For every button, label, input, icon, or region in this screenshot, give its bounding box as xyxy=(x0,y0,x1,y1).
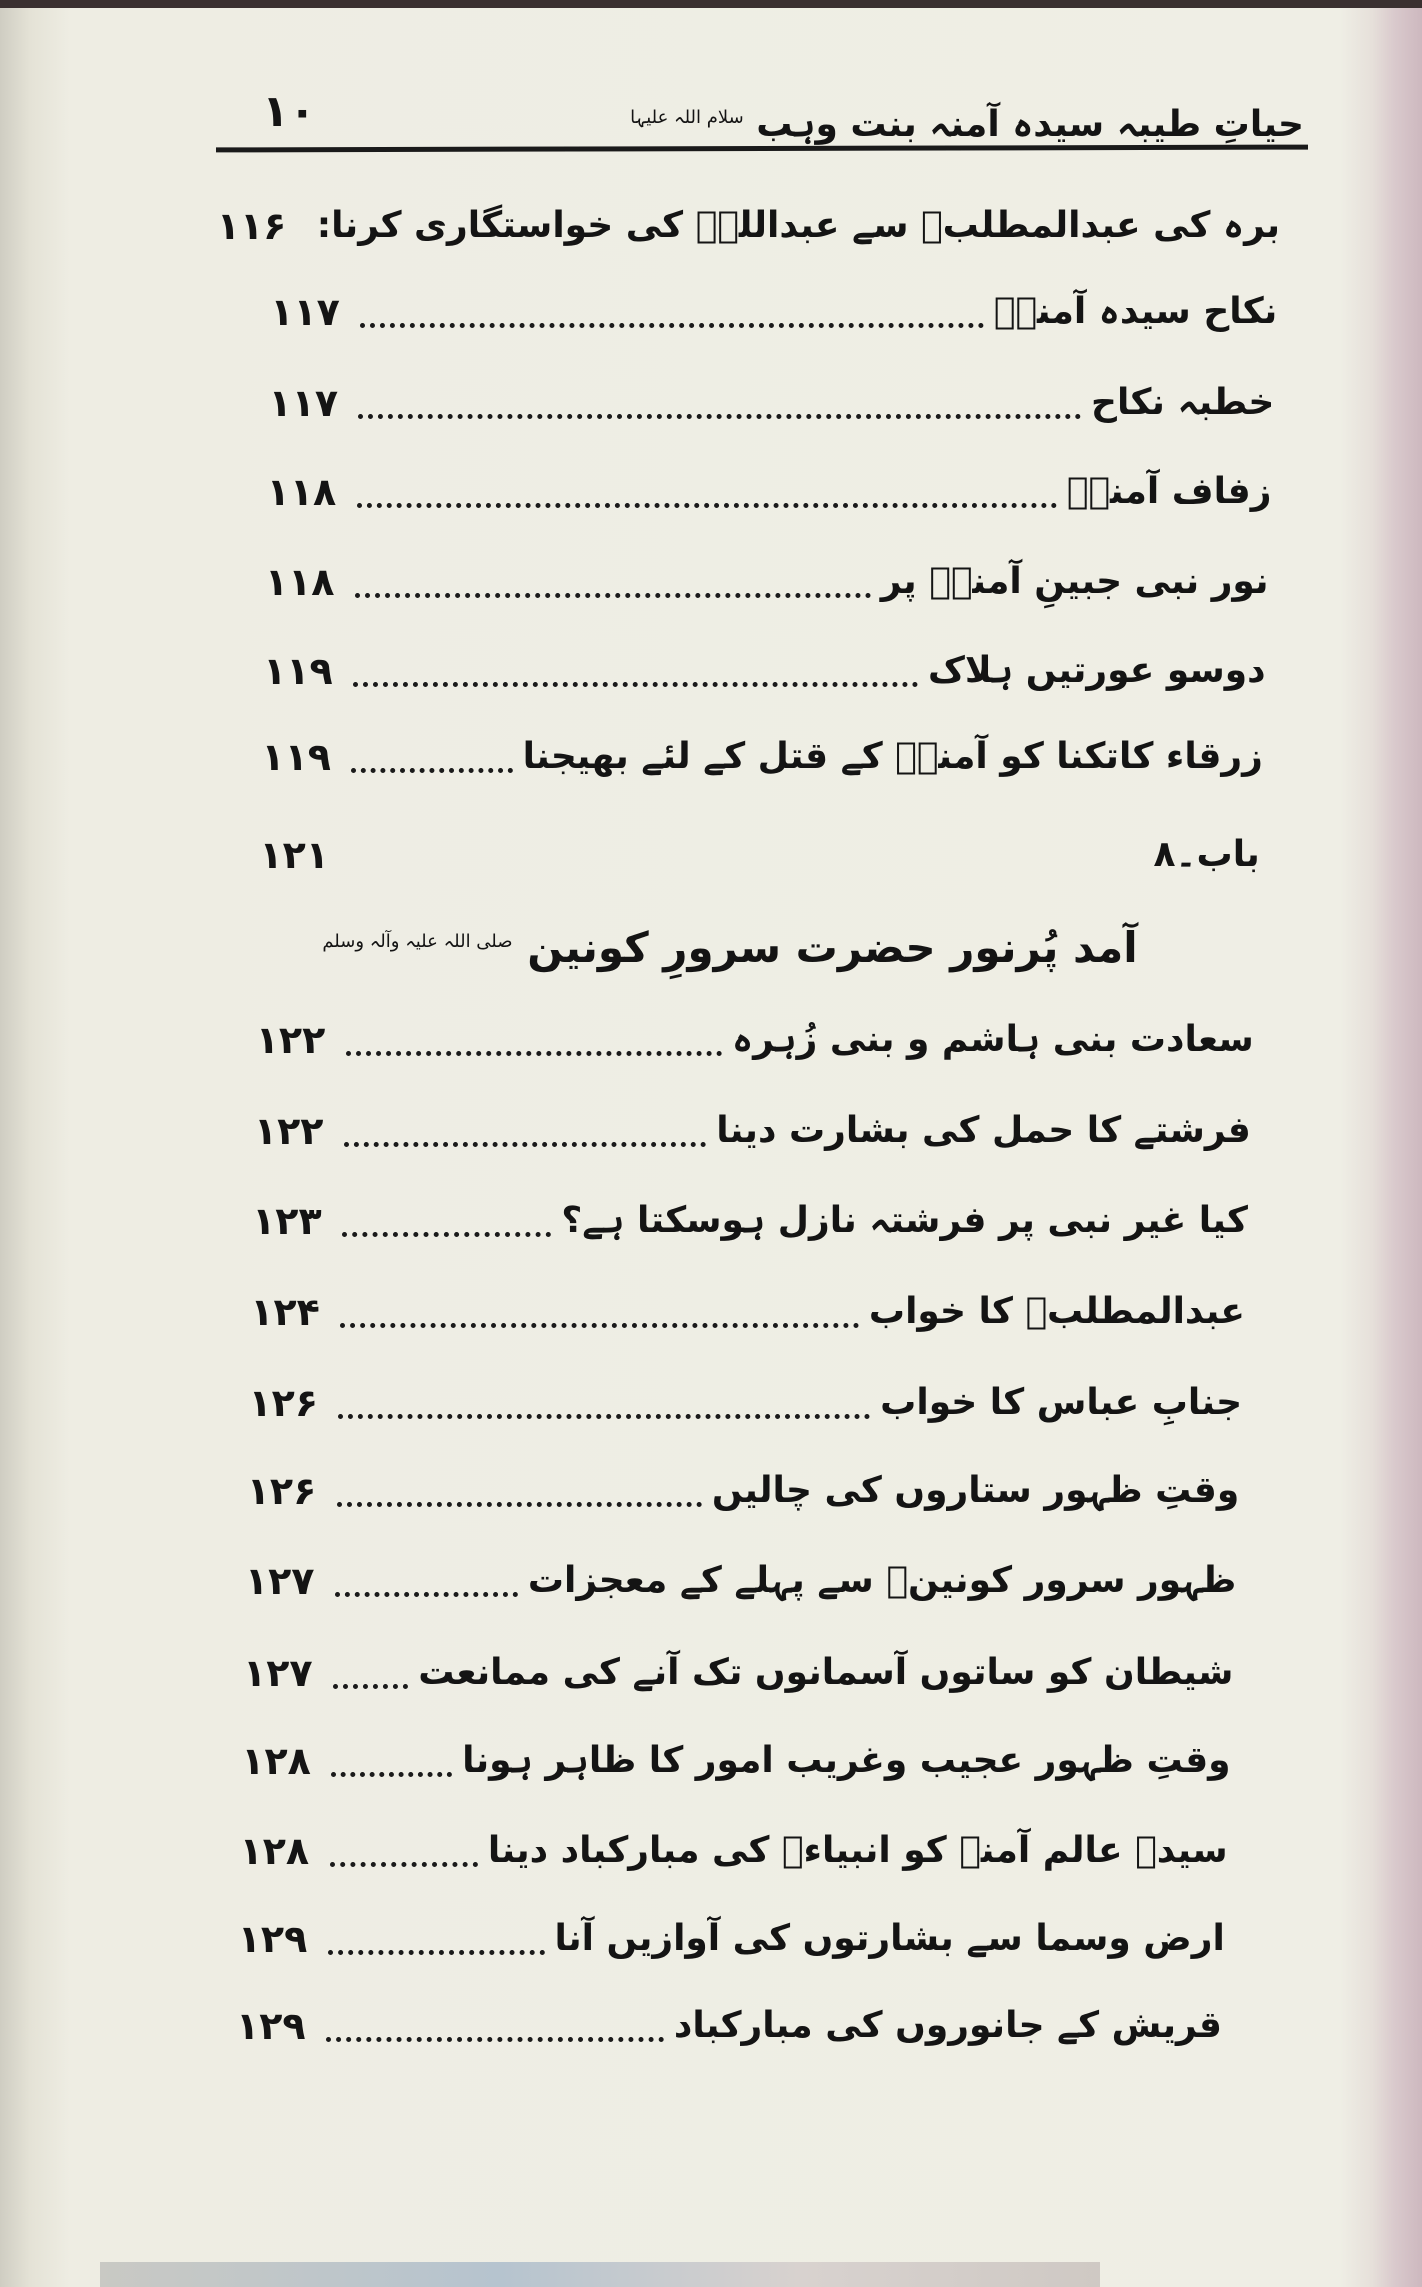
entry-title: نور نبی جبینِ آمنہؑ پر xyxy=(880,561,1269,602)
toc-entry xyxy=(241,1731,1230,1791)
entry-title: برہ کی عبدالمطلبؑ سے عبداللہؑ کی خواستگاری کرنا: xyxy=(316,205,1280,246)
entry-title: باب۔۸ xyxy=(1153,834,1260,875)
entry-page-number: ۱۱۹ xyxy=(261,735,331,779)
entry-title: ظہور سرور کونینؐ سے پہلے کے معجزات xyxy=(527,1560,1237,1601)
toc-entry xyxy=(247,1461,1240,1521)
entry-page-number: ۱۱۷ xyxy=(270,290,340,334)
toc-entry xyxy=(254,1101,1251,1161)
dot-leader xyxy=(358,414,1081,419)
header-rule xyxy=(216,145,1308,153)
toc-entry xyxy=(248,1373,1242,1433)
dot-leader xyxy=(331,1772,452,1777)
toc-entry xyxy=(265,552,1269,612)
entry-title: جنابِ عباس کا خواب xyxy=(880,1382,1243,1423)
entry-page-number: ۱۱۸ xyxy=(264,560,335,604)
chapter-heading xyxy=(300,923,1160,972)
dot-leader xyxy=(353,682,918,687)
entry-title: ارض وسما سے بشارتوں کی آوازیں آنا xyxy=(554,1918,1225,1959)
toc-entry xyxy=(245,1551,1236,1611)
entry-page-number: ۱۲۹ xyxy=(237,1917,308,1961)
running-header-title xyxy=(630,104,1304,145)
entry-page-number: ۱۱۸ xyxy=(266,470,337,514)
dot-leader xyxy=(330,1862,478,1867)
chapter-heading-honorific: صلی اللہ علیہ وآلہ وسلم xyxy=(322,931,513,952)
dot-leader xyxy=(333,1684,408,1689)
scan-top-edge xyxy=(0,0,1422,8)
dot-leader xyxy=(346,1051,722,1056)
entry-page-number: ۱۲۸ xyxy=(239,1829,310,1873)
dot-leader xyxy=(335,1592,518,1597)
entry-page-number: ۱۲۸ xyxy=(241,1739,311,1783)
entry-title: شیطان کو ساتوں آسمانوں تک آنے کی ممانعت xyxy=(418,1652,1234,1693)
entry-page-number: ۱۲۲ xyxy=(255,1018,326,1062)
toc-entry xyxy=(216,196,1280,256)
dot-leader xyxy=(360,323,983,328)
entry-title: وقتِ ظہور عجیب وغریب امور کا ظاہر ہونا xyxy=(462,1740,1231,1781)
entry-title: خطبہ نکاح xyxy=(1091,382,1275,423)
entry-title: وقتِ ظہور ستاروں کی چالیں xyxy=(711,1470,1240,1511)
toc-entry xyxy=(250,1282,1245,1342)
toc-entry xyxy=(236,1996,1222,2056)
entry-page-number: ۱۲۱ xyxy=(259,833,329,877)
dot-leader xyxy=(357,503,1057,508)
toc-entry xyxy=(240,1821,1228,1881)
entry-title: زفاف آمنہؑ xyxy=(1066,471,1272,512)
entry-page-number: ۱۲۴ xyxy=(250,1290,320,1334)
dot-leader xyxy=(326,2037,664,2042)
chapter-entry xyxy=(259,825,1259,885)
entry-title: دوسو عورتیں ہلاک xyxy=(927,650,1266,691)
dot-leader xyxy=(338,1414,870,1419)
dot-leader xyxy=(355,593,871,598)
book-title: حیاتِ طیبہ سیدہ آمنہ بنت وہب xyxy=(756,104,1304,145)
entry-title: سیدہ عالم آمنہ کو انبیاءؑ کی مبارکباد دینا xyxy=(487,1830,1228,1871)
dot-leader xyxy=(340,1323,859,1328)
entry-title: عبدالمطلبؑ کا خواب xyxy=(868,1291,1246,1332)
entry-page-number: ۱۱۷ xyxy=(268,381,339,425)
toc-entry xyxy=(268,373,1274,433)
entry-title: نکاح سیدہ آمنہؑ xyxy=(993,291,1278,332)
dot-leader xyxy=(328,1950,545,1955)
entry-page-number: ۱۲۹ xyxy=(236,2004,306,2048)
book-title-honorific: سلام اللہ علیہا xyxy=(630,107,744,128)
toc-entry xyxy=(263,641,1266,701)
toc-entry xyxy=(252,1191,1248,1251)
toc-entry xyxy=(267,462,1272,522)
entry-title: قریش کے جانوروں کی مبارکباد xyxy=(673,2005,1222,2046)
entry-title: کیا غیر نبی پر فرشتہ نازل ہوسکتا ہے؟ xyxy=(561,1200,1248,1241)
dot-leader xyxy=(342,1232,551,1237)
scan-bottom-edge xyxy=(100,2262,1100,2287)
chapter-heading-title: آمد پُرنور حضرت سرورِ کونین xyxy=(527,923,1138,972)
entry-title: سعادت بنی ہاشم و بنی زُہرہ xyxy=(732,1019,1254,1060)
dot-leader xyxy=(351,768,512,773)
toc-entry xyxy=(270,282,1277,342)
dot-leader xyxy=(337,1502,702,1507)
entry-page-number: ۱۲۲ xyxy=(253,1109,324,1153)
entry-page-number: ۱۲۳ xyxy=(252,1199,322,1243)
entry-page-number: ۱۱۶ xyxy=(216,204,287,248)
toc-entry xyxy=(256,1010,1254,1070)
page-number: ۱۰ xyxy=(262,86,316,137)
toc-entry xyxy=(261,727,1263,787)
entry-title: زرقاء کاتکنا کو آمنہؑ کے قتل کے لئے بھیجنا xyxy=(522,736,1263,777)
dot-leader xyxy=(344,1142,706,1147)
entry-title: فرشتے کا حمل کی بشارت دینا xyxy=(716,1110,1251,1151)
entry-page-number: ۱۲۶ xyxy=(246,1469,317,1513)
entry-page-number: ۱۲۷ xyxy=(243,1651,313,1695)
entry-page-number: ۱۲۷ xyxy=(244,1559,315,1603)
entry-page-number: ۱۲۶ xyxy=(248,1381,319,1425)
entry-page-number: ۱۱۹ xyxy=(263,649,333,693)
toc-entry xyxy=(238,1909,1225,1969)
toc-entry xyxy=(243,1643,1233,1703)
